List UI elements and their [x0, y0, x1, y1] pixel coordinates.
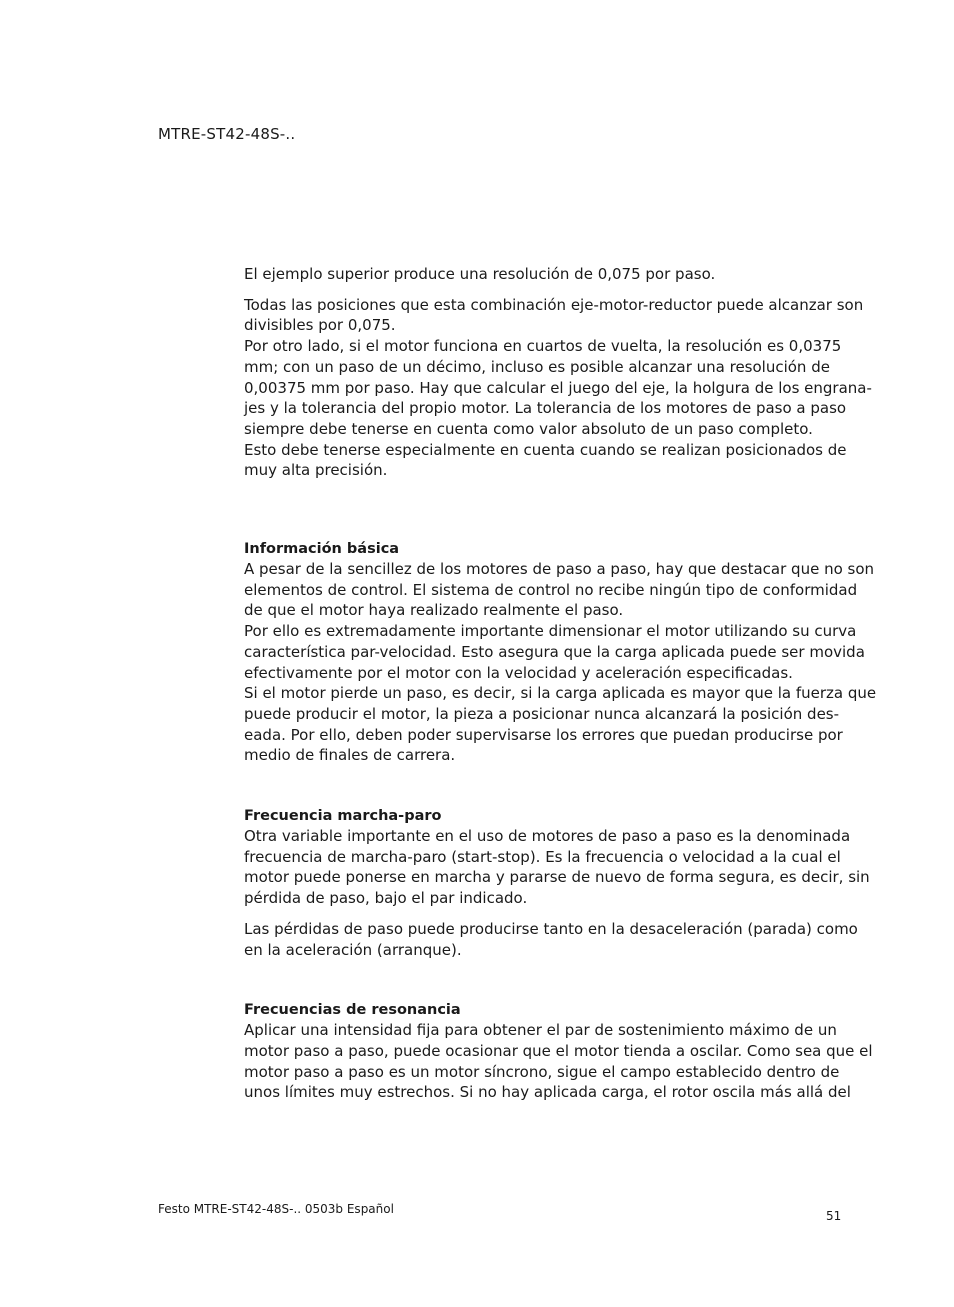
- text-line: característica par-velocidad. Esto asegura que la carga aplicada puede ser movida: [244, 642, 865, 661]
- text-line: unos límites muy estrechos. Si no hay aplicada carga, el rotor oscila más allá del: [244, 1083, 851, 1102]
- text-line: Otra variable importante en el uso de motores de paso a paso es la denominada: [244, 827, 851, 846]
- section-1-paragraph: [244, 559, 877, 766]
- page-body: [244, 264, 877, 1103]
- text-line: Por ello es extremadamente importante dimensionar el motor utilizando su curva: [244, 622, 857, 641]
- section-heading-frecuencia-marcha-paro: Frecuencia marcha-paro: [244, 808, 442, 825]
- text-line: motor paso a paso, puede ocasionar que el motor tienda a oscilar. Como sea que el: [244, 1041, 873, 1060]
- footer-document-info: Festo MTRE-ST42-48S-.. 0503b Español: [158, 1202, 394, 1216]
- text-line: jes y la tolerancia del propio motor. La tolerancia de los motores de paso a paso: [244, 399, 847, 418]
- running-header: MTRE-ST42-48S-..: [158, 125, 296, 143]
- text-line: 0,00375 mm por paso. Hay que calcular el juego del eje, la holgura de los engrana-: [244, 378, 872, 397]
- text-line: Las pérdidas de paso puede producirse tanto en la desaceleración (parada) como: [244, 919, 858, 938]
- text-line: efectivamente por el motor con la velocidad y aceleración especificadas.: [244, 663, 793, 682]
- text-line: A pesar de la sencillez de los motores de paso a paso, hay que destacar que no son: [244, 560, 875, 579]
- text-line: medio de finales de carrera.: [244, 746, 456, 765]
- section-2-paragraph-2: [244, 919, 858, 960]
- text-line: elementos de control. El sistema de control no recibe ningún tipo de conformidad: [244, 580, 858, 599]
- intro-paragraph-1: [244, 264, 848, 285]
- text-line: en la aceleración (arranque).: [244, 940, 462, 959]
- text-line: motor puede ponerse en marcha y pararse de nuevo de forma segura, es decir, sin: [244, 868, 870, 887]
- section-3-paragraph: [244, 1020, 873, 1103]
- text-line: de que el motor haya realizado realmente el paso.: [244, 601, 624, 620]
- text-line: motor paso a paso es un motor síncrono, sigue el campo establecido dentro de: [244, 1062, 840, 1081]
- text-line: Por otro lado, si el motor funciona en cuartos de vuelta, la resolución es 0,0375: [244, 337, 842, 356]
- text-line: Si el motor pierde un paso, es decir, si la carga aplicada es mayor que la fuerza que: [244, 684, 877, 703]
- intro-paragraph-2: [244, 295, 872, 481]
- text-line: pérdida de paso, bajo el par indicado.: [244, 889, 528, 908]
- text-line: Esto debe tenerse especialmente en cuenta cuando se realizan posicionados de: [244, 440, 847, 459]
- text-line: Todas las posiciones que esta combinación eje-motor-reductor puede alcanzar son: [244, 295, 864, 314]
- text-line: Aplicar una intensidad fija para obtener el par de sostenimiento máximo de un: [244, 1021, 837, 1040]
- section-heading-informacion-basica: Información básica: [244, 541, 400, 558]
- text-line: frecuencia de marcha-paro (start-stop). Es la frecuencia o velocidad a la cual el: [244, 847, 841, 866]
- text-line: El ejemplo superior produce una resolución de 0,075 por paso.: [244, 265, 716, 283]
- text-line: muy alta precisión.: [244, 461, 388, 480]
- text-line: siempre debe tenerse en cuenta como valor absoluto de un paso completo.: [244, 419, 813, 438]
- page-number: 51: [826, 1209, 842, 1223]
- text-line: divisibles por 0,075.: [244, 316, 396, 335]
- text-line: puede producir el motor, la pieza a posicionar nunca alcanzará la posición des-: [244, 704, 840, 723]
- section-2-paragraph-1: [244, 826, 870, 909]
- text-line: mm; con un paso de un décimo, incluso es posible alcanzar una resolución de: [244, 357, 830, 376]
- text-line: eada. Por ello, deben poder supervisarse los errores que puedan producirse por: [244, 725, 843, 744]
- section-heading-frecuencias-de-resonancia: Frecuencias de resonancia: [244, 1002, 461, 1019]
